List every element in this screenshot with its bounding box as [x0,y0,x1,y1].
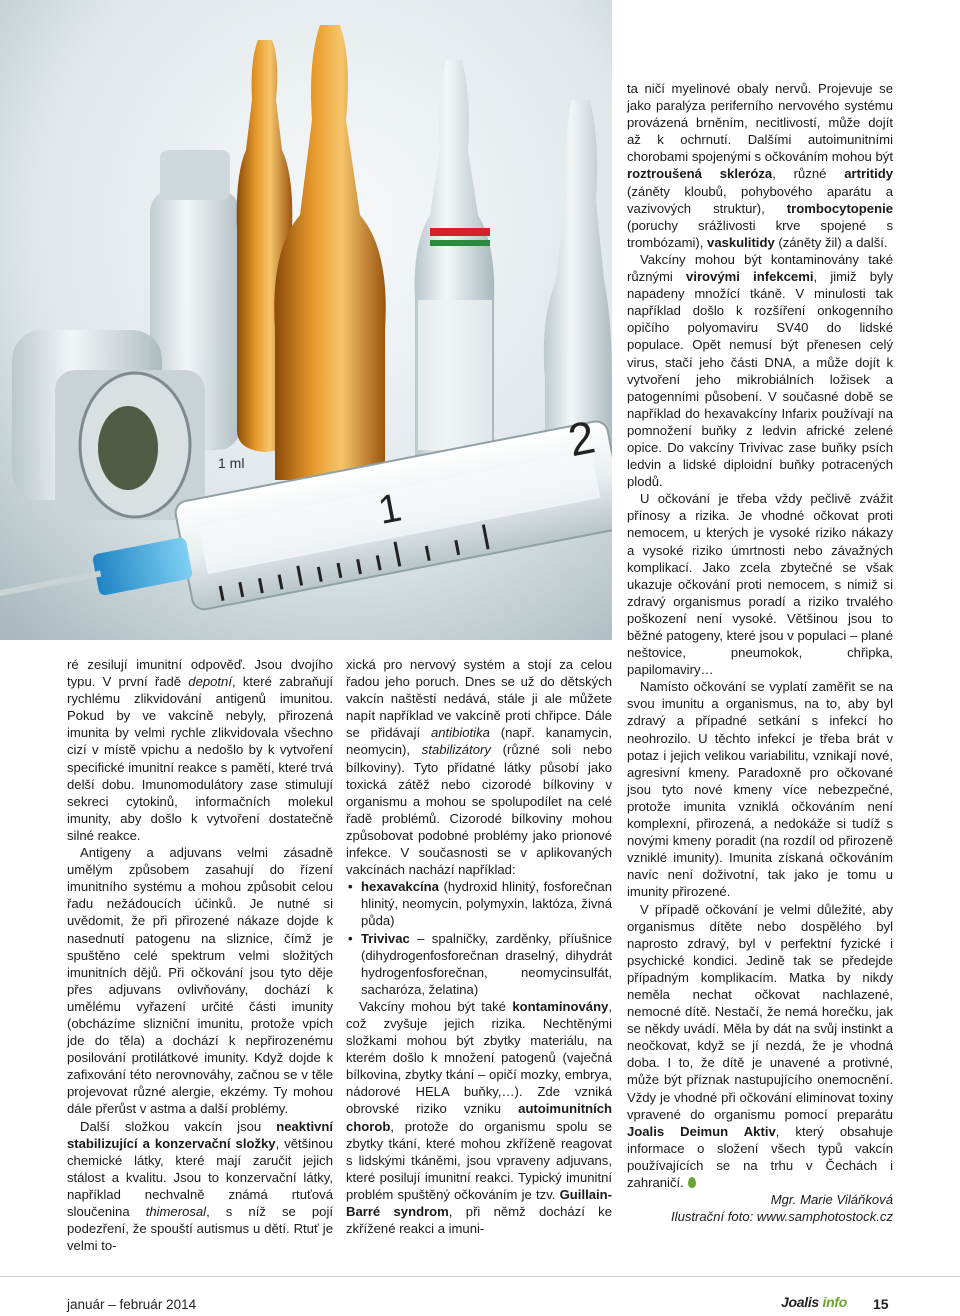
paragraph: ta ničí myelinové obaly nervů. Projevuje se jako paralýza periferního nervového systému provázená brněním, necitlivostí, může dojít až k ochrnutí. Dalšími autoimunitními chorobami spojenými s očkováním mohou být roztroušená skleróza, různé artritidy (záněty kloubů, pohybového aparátu a vazivových struktur), trombocytopenie (poruchy srážlivosti krve spojené s trombózami), vaskulitidy (záněty žil) a další. [627,81,894,250]
medical-vials-syringe-image [0,0,612,640]
list-item: • hexavakcína (hydroxid hlinitý, fosforečnan hlinitý, neomycin, polymyxin, laktóza, živná půda) [346,878,612,929]
column-1 [67,656,333,1254]
paragraph: Vakcíny mohou být kontaminovány také různými virovými infekcemi, jimiž byly napadeny množící tkáně. V minulosti tak například došlo k rozšíření onkogenního opičího polyomaviru SV40 do lidské populace. Opět nemusí být přenesen celý virus, stačí jeho části DNA, a může dojít k vytvoření jeho mikrobiálních ložisek a patogenními působení. V současné době se například do hexavakcíny Infarix používají na pomnožení buňky z ledvin africké zelené opice. Do vakcíny Trivivac zase buňky psích ledvin a lidské diploidní buňky potracených plodů. [627,251,893,490]
magazine-logo: Joalis info [781,1294,847,1310]
paragraph: ré zesilují imunitní odpověď. Jsou dvojího typu. V první řadě depotní, které zabraňují rychlému zlikvidování antigenů imunitou. Pokud by ve vakcíně nebyly, přirozená imunita by velmi rychle zlikvidovala všechno cizí v místě vpichu a nedošlo by k vytvoření specifické imunitní reakce s pamětí, které trvá delší dobu. Imunomodulátory zase stimulují sekreci cytokinů, informačních molekul imunity, aby došlo k vytvoření dostatečně silné reakce. [67,657,333,843]
column-3 [627,80,893,1225]
vial-label: 1 ml [218,455,245,471]
paragraph: Další složkou vakcín jsou neaktivní stabilizující a konzervační složky, většinou chemické látky, které mají zaručit jejich stálost a kvalitu. Jsou to konzervační látky, například nechvalně známá rtuťová sloučenina thimerosal, s níž se pojí podezření, že spouští autismus u dětí. Rtuť je velmi to- [67,1118,333,1254]
issue-date: január – február 2014 [67,1297,197,1312]
illustration-photo [0,0,612,640]
paragraph: xická pro nervový systém a stojí za celou řadou jeho poruch. Dnes se už do dětských vakcín naštěstí nedává, stále ji ale můžete napít například ve vakcíně proti chřipce. Dále se přidávají antibiotika (např. kanamycin, neomycin), stabilizátory (různé soli nebo bílkoviny). Tyto přídatné látky působí jako toxická zátěž nebo cizorodé bílkoviny v organismu a mohou se spolupodílet na celé řadě problémů. Cizorodé bílkoviny mohou způsobovat podobné problémy jako prionové infekce. V současnosti se v aplikovaných vakcínách nachází například: [346,657,612,878]
leaf-drop-icon [688,1177,696,1188]
author: Mgr. Marie Viláňková [770,1192,893,1208]
column-2 [346,656,612,1237]
page-number: 15 [873,1296,889,1312]
syringe-mark-1: 1 [374,485,405,533]
paragraph: Vakcíny mohou být také kontaminovány, což zvyšuje jejich rizika. Nechtěnými složkami mohou být zbytky materiálu, na kterém došlo k množení patogenů (vaječná bílkovina, zbytky tkání – opičí mozky, embrya, nádorové HELA buňky,…). Zde vzniká obrovské riziko vzniku autoimunitních chorob, protože do organismu spolu se zbytky tkání, které mohou zkříženě reagovat s lidskými tkáněmi, jsou vpraveny adjuvans, které posilují imunitní reakci. Typický imunitní problém spuštěný očkováním je tzv. Guillain-Barré syndrom, při němž dochází ke zkřížené reakci a imuni- [346,998,612,1237]
paragraph: U očkování je třeba vždy pečlivě zvážit přínosy a rizika. Je vhodné očkovat proti nemocem, u kterých je vysoké riziko nákazy a vysoké riziko úmrtnosti nebo závažných komplikací. Jako zcela zbytečné se však ukazuje očkování proti nemocem, s nimiž si zdravý organismus poradí a riziko trvalého poškození není vysoké. Většinou jsou to běžné patogeny, které jsou v populaci – plané neštovice, pneumokok, chřipka, papilomaviry… [627,491,893,678]
footer-divider [0,1276,960,1277]
list-item: • Trivivac – spalničky, zarděnky, příušnice (dihydrogenfosforečnan draselný, dihydrát hydrogenfosforečnan, neomycinsulfát, sacharóza, želatina) [346,930,612,998]
paragraph: Antigeny a adjuvans velmi zásadně umělým způsobem zasahují do řízení imunitního systému a mohou způsobit celou řadu nežádoucích účinků. Je nutné si uvědomit, že při přirozené nákaze dojde k nasednutí patogenu na sliznice, čímž je spuštěno celé spektrum velmi složitých imunitních dějů. Při očkování jsou tyto děje přes adjuvans ovlivňovány, dochází k umělému vyřazení určité části imunity (obcházíme slizniční imunitu, protože vpich jde do těla) a dochází k nepřirozenému posilování protilátkové imunity. Když dojde k zafixování této nerovnováhy, začnou se v těle projevovat různé alergie, ekzémy. Ty mohou dále přerůst v astma a další problémy. [67,845,333,1117]
vaccine-list [346,878,612,998]
paragraph: V případě očkování je velmi důležité, aby organismus dítěte nebo dospělého byl naprosto zdravý, byl v perfektní fyzické i psychické kondici. Jedině tak se předejde případným komplikacím. Matka by nikdy neměla nechat očkovat nachlazené, nemocné dítě. Nestačí, že nemá horečku, jak se někdy uvádí. Měla by dát na svůj instinkt a neočkovat, když se jí nezdá, že je vhodná doba. I to, že dítě je unavené a protivné, může být příznak nastupujícího onemocnění. Vždy je vhodné při očkování eliminovat toxiny vpravené do organismu pomocí preparátu Joalis Deimun Aktiv, který obsahuje informace o složení všech typů vakcín používajících se na trhu v Čechách i zahraničí. [627,901,893,1190]
paragraph: Namísto očkování se vyplatí zaměřit se na svou imunitu a organismus, na to, aby byl zdravý a případné setkání s infekcí ho neohrozilo. U těchto infekcí je třeba brát v potaz i jejich velikou variabilitu, vznikají nové, agresivní kmeny. Paradoxně pro očkované jsou tyto nové kmeny více nebezpečné, protože imunita vzniklá očkováním není komplexní, přirozená, a nedokáže si tudíž s novými kmeny poradit (na rozdíl od přirozeně vzniklé imunity). Imunita získaná očkováním navíc není doživotní, tak jako je tomu u imunity přirozené. [627,679,893,900]
photo-credit: Ilustrační foto: www.samphotostock.cz [671,1209,893,1225]
syringe-mark-2: 2 [563,410,599,467]
